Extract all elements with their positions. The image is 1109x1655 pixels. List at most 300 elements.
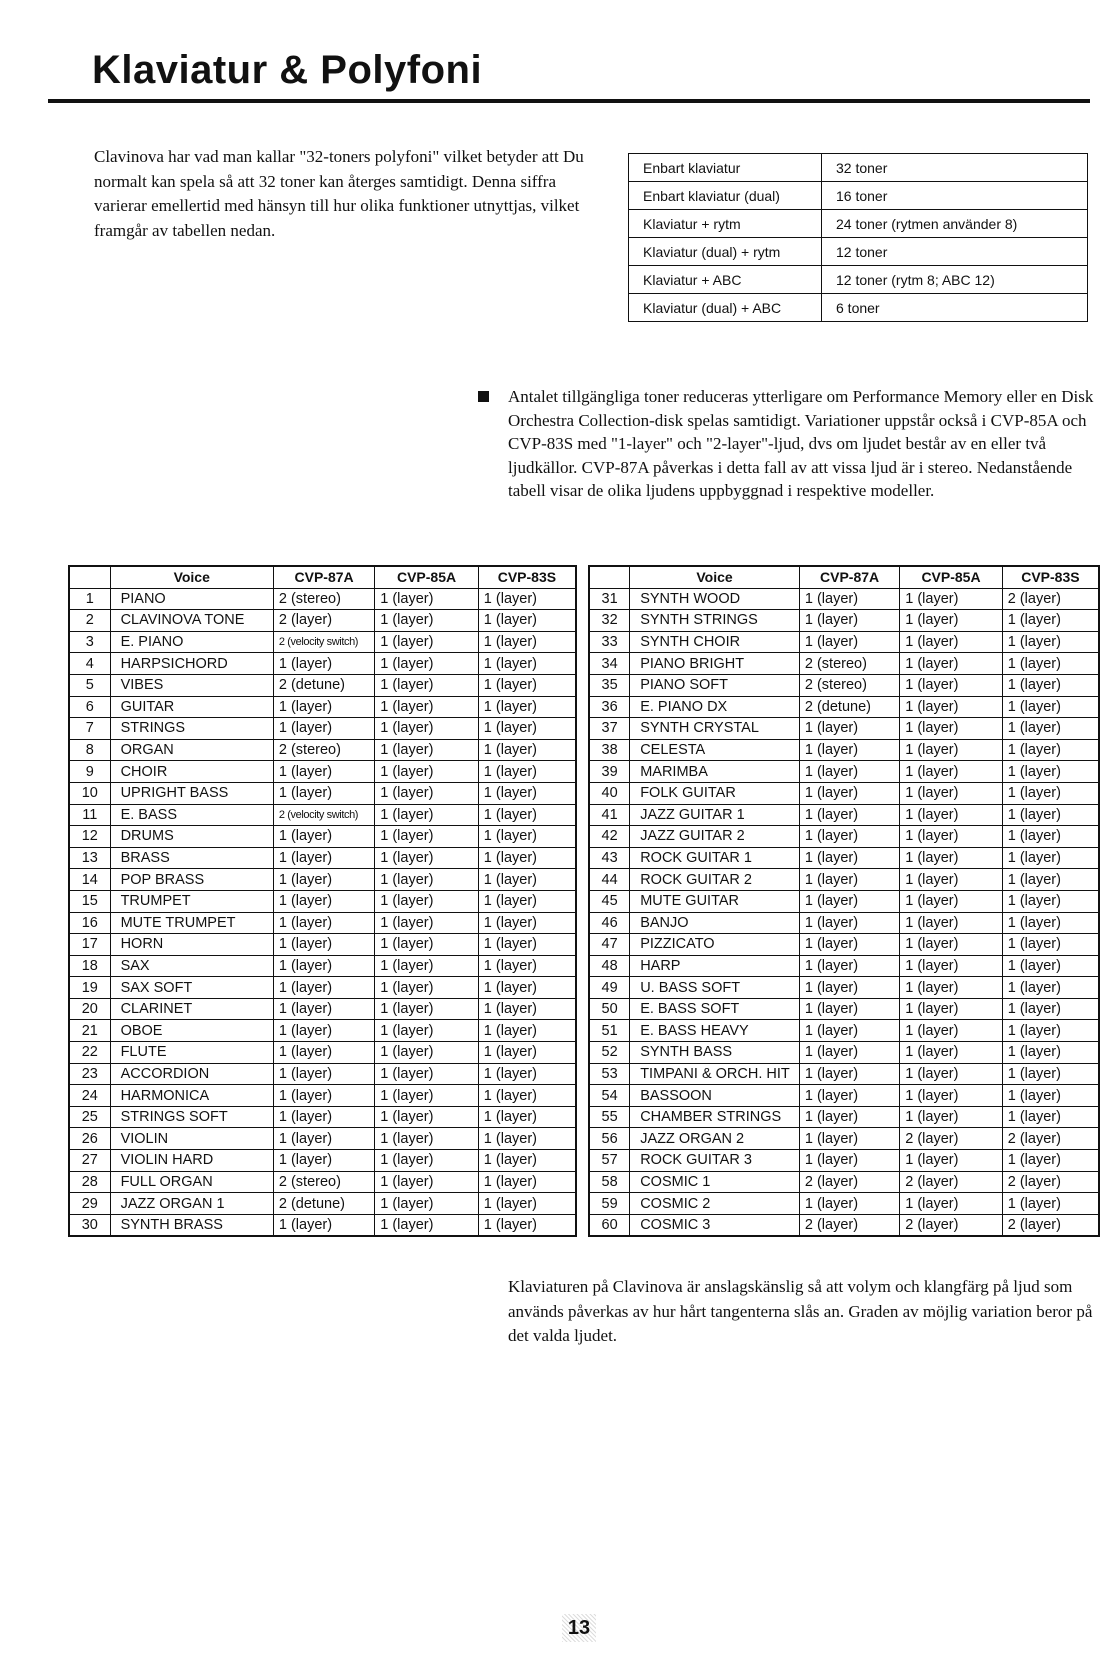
voice-structure: 1 (layer) bbox=[1002, 890, 1099, 912]
voice-structure: 1 (layer) bbox=[799, 739, 899, 761]
voice-structure: 1 (layer) bbox=[900, 869, 1003, 891]
voice-structure: 1 (layer) bbox=[1002, 826, 1099, 848]
voice-structure: 1 (layer) bbox=[1002, 1085, 1099, 1107]
voice-structure: 1 (layer) bbox=[273, 1214, 374, 1236]
voice-structure: 1 (layer) bbox=[1002, 1020, 1099, 1042]
voice-name: SYNTH BASS bbox=[630, 1042, 800, 1064]
voice-number: 56 bbox=[589, 1128, 630, 1150]
voice-number: 10 bbox=[69, 782, 110, 804]
voice-structure: 1 (layer) bbox=[1002, 847, 1099, 869]
voice-name: MARIMBA bbox=[630, 761, 800, 783]
voice-structure: 1 (layer) bbox=[273, 1020, 374, 1042]
voice-structure: 1 (layer) bbox=[799, 718, 899, 740]
voice-name: CLARINET bbox=[110, 998, 273, 1020]
voice-number: 49 bbox=[589, 977, 630, 999]
voice-name: STRINGS SOFT bbox=[110, 1106, 273, 1128]
voice-structure: 1 (layer) bbox=[375, 696, 479, 718]
voice-number: 48 bbox=[589, 955, 630, 977]
outro-paragraph: Klaviaturen på Clavinova är anslagskänslig så att volym och klangfärg på ljud som används påverkas av hur hårt tangenterna slås an. Graden av möjlig variation beror på det valda ljudet. bbox=[508, 1277, 1093, 1345]
voice-name: E. BASS SOFT bbox=[630, 998, 800, 1020]
voice-structure: 1 (layer) bbox=[375, 869, 479, 891]
table-row bbox=[69, 1020, 576, 1042]
voice-structure: 1 (layer) bbox=[1002, 955, 1099, 977]
voice-structure: 2 (layer) bbox=[1002, 1171, 1099, 1193]
voice-number: 50 bbox=[589, 998, 630, 1020]
voice-structure: 1 (layer) bbox=[478, 1214, 576, 1236]
voice-structure: 1 (layer) bbox=[375, 934, 479, 956]
voice-name: FOLK GUITAR bbox=[630, 782, 800, 804]
voice-structure: 1 (layer) bbox=[1002, 1106, 1099, 1128]
voice-structure: 1 (layer) bbox=[799, 869, 899, 891]
voice-structure: 2 (detune) bbox=[273, 1193, 374, 1215]
voice-structure: 1 (layer) bbox=[478, 912, 576, 934]
title-rule bbox=[48, 99, 1090, 103]
voice-name: MUTE GUITAR bbox=[630, 890, 800, 912]
polyphony-value: 24 toner (rytmen använder 8) bbox=[822, 210, 1088, 238]
voice-structure: 1 (layer) bbox=[478, 631, 576, 653]
voice-structure: 1 (layer) bbox=[273, 934, 374, 956]
voice-structure: 1 (layer) bbox=[375, 674, 479, 696]
voice-number: 28 bbox=[69, 1171, 110, 1193]
voice-name: CHOIR bbox=[110, 761, 273, 783]
voice-structure: 1 (layer) bbox=[900, 1193, 1003, 1215]
voice-structure: 1 (layer) bbox=[900, 847, 1003, 869]
voice-structure: 1 (layer) bbox=[900, 610, 1003, 632]
table-row bbox=[69, 674, 576, 696]
column-header: Voice bbox=[630, 566, 800, 588]
column-header: CVP-85A bbox=[900, 566, 1003, 588]
table-row bbox=[589, 977, 1099, 999]
voice-structure: 1 (layer) bbox=[799, 826, 899, 848]
voice-structure: 1 (layer) bbox=[273, 869, 374, 891]
table-row bbox=[589, 869, 1099, 891]
voice-structure: 1 (layer) bbox=[478, 1063, 576, 1085]
voice-structure: 1 (layer) bbox=[375, 588, 479, 610]
voice-name: COSMIC 2 bbox=[630, 1193, 800, 1215]
voice-structure: 2 (stereo) bbox=[273, 739, 374, 761]
voice-structure: 2 (stereo) bbox=[273, 588, 374, 610]
voice-structure: 1 (layer) bbox=[1002, 782, 1099, 804]
voice-name: E. PIANO bbox=[110, 631, 273, 653]
voice-structure: 2 (detune) bbox=[799, 696, 899, 718]
voice-number: 41 bbox=[589, 804, 630, 826]
voice-structure: 2 (layer) bbox=[799, 1214, 899, 1236]
table-row bbox=[589, 998, 1099, 1020]
voice-structure: 1 (layer) bbox=[1002, 718, 1099, 740]
voice-structure: 1 (layer) bbox=[900, 631, 1003, 653]
table-row bbox=[69, 869, 576, 891]
voice-number: 42 bbox=[589, 826, 630, 848]
table-row bbox=[589, 718, 1099, 740]
table-row bbox=[69, 631, 576, 653]
voice-name: BASSOON bbox=[630, 1085, 800, 1107]
table-row bbox=[69, 847, 576, 869]
voice-structure: 1 (layer) bbox=[375, 955, 479, 977]
voice-structure: 1 (layer) bbox=[900, 674, 1003, 696]
voice-structure: 1 (layer) bbox=[375, 1042, 479, 1064]
table-row bbox=[589, 1193, 1099, 1215]
voice-structure: 1 (layer) bbox=[375, 1171, 479, 1193]
voice-number: 44 bbox=[589, 869, 630, 891]
table-row bbox=[69, 1128, 576, 1150]
voice-structure: 1 (layer) bbox=[1002, 631, 1099, 653]
voice-number: 13 bbox=[69, 847, 110, 869]
voice-number: 40 bbox=[589, 782, 630, 804]
voice-number: 8 bbox=[69, 739, 110, 761]
table-row bbox=[589, 674, 1099, 696]
voice-name: VIOLIN bbox=[110, 1128, 273, 1150]
voice-structure: 1 (layer) bbox=[799, 610, 899, 632]
polyphony-value: 12 toner (rytm 8; ABC 12) bbox=[822, 266, 1088, 294]
voice-name: ROCK GUITAR 3 bbox=[630, 1150, 800, 1172]
voice-structure: 1 (layer) bbox=[1002, 869, 1099, 891]
polyphony-mode: Enbart klaviatur (dual) bbox=[629, 182, 822, 210]
polyphony-row bbox=[629, 294, 1088, 322]
table-row bbox=[69, 977, 576, 999]
voice-structure: 1 (layer) bbox=[1002, 934, 1099, 956]
voice-structure: 1 (layer) bbox=[478, 1020, 576, 1042]
voice-name: U. BASS SOFT bbox=[630, 977, 800, 999]
voice-number: 19 bbox=[69, 977, 110, 999]
voice-name: PIANO SOFT bbox=[630, 674, 800, 696]
voice-number: 26 bbox=[69, 1128, 110, 1150]
voice-number: 1 bbox=[69, 588, 110, 610]
voice-table-left bbox=[68, 565, 577, 1237]
voice-structure: 1 (layer) bbox=[375, 1193, 479, 1215]
voice-name: PIANO bbox=[110, 588, 273, 610]
voice-name: JAZZ GUITAR 2 bbox=[630, 826, 800, 848]
table-row bbox=[69, 588, 576, 610]
voice-structure: 1 (layer) bbox=[799, 912, 899, 934]
voice-number: 36 bbox=[589, 696, 630, 718]
polyphony-row bbox=[629, 266, 1088, 294]
voice-name: SAX bbox=[110, 955, 273, 977]
voice-structure: 2 (layer) bbox=[1002, 1214, 1099, 1236]
voice-structure: 1 (layer) bbox=[1002, 1193, 1099, 1215]
voice-structure: 2 (stereo) bbox=[273, 1171, 374, 1193]
voice-name: GUITAR bbox=[110, 696, 273, 718]
table-row bbox=[589, 782, 1099, 804]
polyphony-mode: Klaviatur + rytm bbox=[629, 210, 822, 238]
voice-structure: 1 (layer) bbox=[478, 1171, 576, 1193]
voice-number: 31 bbox=[589, 588, 630, 610]
voice-structure: 1 (layer) bbox=[799, 782, 899, 804]
number-header bbox=[69, 566, 110, 588]
voice-structure: 1 (layer) bbox=[1002, 739, 1099, 761]
voice-number: 35 bbox=[589, 674, 630, 696]
voice-name: PIZZICATO bbox=[630, 934, 800, 956]
voice-number: 34 bbox=[589, 653, 630, 675]
voice-number: 21 bbox=[69, 1020, 110, 1042]
voice-structure: 1 (layer) bbox=[900, 1106, 1003, 1128]
voice-number: 59 bbox=[589, 1193, 630, 1215]
voice-number: 18 bbox=[69, 955, 110, 977]
voice-structure: 1 (layer) bbox=[375, 998, 479, 1020]
voice-name: ORGAN bbox=[110, 739, 273, 761]
voice-number: 15 bbox=[69, 890, 110, 912]
voice-name: E. BASS bbox=[110, 804, 273, 826]
table-row bbox=[589, 1063, 1099, 1085]
voice-structure: 1 (layer) bbox=[375, 912, 479, 934]
voice-number: 43 bbox=[589, 847, 630, 869]
voice-structure: 1 (layer) bbox=[1002, 696, 1099, 718]
voice-number: 52 bbox=[589, 1042, 630, 1064]
voice-name: JAZZ ORGAN 1 bbox=[110, 1193, 273, 1215]
voice-structure: 1 (layer) bbox=[375, 631, 479, 653]
voice-structure: 1 (layer) bbox=[375, 977, 479, 999]
table-row bbox=[69, 826, 576, 848]
polyphony-table bbox=[628, 153, 1088, 322]
voice-structure: 1 (layer) bbox=[478, 782, 576, 804]
voice-number: 4 bbox=[69, 653, 110, 675]
table-row bbox=[589, 1150, 1099, 1172]
voice-number: 39 bbox=[589, 761, 630, 783]
voice-table-right bbox=[588, 565, 1100, 1237]
table-row bbox=[69, 804, 576, 826]
voice-number: 55 bbox=[589, 1106, 630, 1128]
voice-structure: 1 (layer) bbox=[478, 998, 576, 1020]
voice-structure: 1 (layer) bbox=[1002, 912, 1099, 934]
voice-structure: 1 (layer) bbox=[478, 1042, 576, 1064]
table-row bbox=[589, 847, 1099, 869]
voice-structure: 1 (layer) bbox=[900, 934, 1003, 956]
voice-number: 22 bbox=[69, 1042, 110, 1064]
voice-structure: 2 (velocity switch) bbox=[273, 631, 374, 653]
table-row bbox=[69, 1085, 576, 1107]
voice-structure: 1 (layer) bbox=[478, 718, 576, 740]
voice-number: 6 bbox=[69, 696, 110, 718]
table-row bbox=[589, 1020, 1099, 1042]
voice-number: 9 bbox=[69, 761, 110, 783]
column-header: CVP-87A bbox=[799, 566, 899, 588]
voice-structure: 1 (layer) bbox=[375, 782, 479, 804]
voice-structure: 1 (layer) bbox=[799, 847, 899, 869]
voice-name: CLAVINOVA TONE bbox=[110, 610, 273, 632]
voice-structure: 1 (layer) bbox=[273, 761, 374, 783]
voice-structure: 1 (layer) bbox=[273, 955, 374, 977]
voice-structure: 1 (layer) bbox=[900, 782, 1003, 804]
voice-structure: 1 (layer) bbox=[1002, 653, 1099, 675]
voice-structure: 1 (layer) bbox=[799, 761, 899, 783]
voice-structure: 1 (layer) bbox=[375, 1063, 479, 1085]
voice-structure: 1 (layer) bbox=[900, 804, 1003, 826]
voice-name: COSMIC 1 bbox=[630, 1171, 800, 1193]
voice-name: ACCORDION bbox=[110, 1063, 273, 1085]
voice-structure: 2 (layer) bbox=[900, 1214, 1003, 1236]
voice-number: 33 bbox=[589, 631, 630, 653]
voice-number: 46 bbox=[589, 912, 630, 934]
table-row bbox=[589, 1128, 1099, 1150]
voice-structure: 1 (layer) bbox=[375, 1128, 479, 1150]
voice-structure: 1 (layer) bbox=[1002, 1150, 1099, 1172]
voice-number: 7 bbox=[69, 718, 110, 740]
voice-structure: 1 (layer) bbox=[375, 1150, 479, 1172]
voice-structure: 1 (layer) bbox=[273, 977, 374, 999]
voice-structure: 2 (layer) bbox=[799, 1171, 899, 1193]
table-row bbox=[69, 1150, 576, 1172]
voice-structure: 1 (layer) bbox=[478, 977, 576, 999]
voice-structure: 1 (layer) bbox=[273, 998, 374, 1020]
table-row bbox=[69, 955, 576, 977]
polyphony-mode: Klaviatur + ABC bbox=[629, 266, 822, 294]
voice-structure: 1 (layer) bbox=[273, 847, 374, 869]
page-number: 13 bbox=[562, 1614, 596, 1642]
number-header bbox=[589, 566, 630, 588]
voice-structure: 1 (layer) bbox=[273, 1085, 374, 1107]
voice-structure: 1 (layer) bbox=[799, 588, 899, 610]
voice-structure: 1 (layer) bbox=[1002, 674, 1099, 696]
voice-number: 51 bbox=[589, 1020, 630, 1042]
table-row bbox=[589, 934, 1099, 956]
table-row bbox=[69, 912, 576, 934]
voice-name: SAX SOFT bbox=[110, 977, 273, 999]
voice-structure: 1 (layer) bbox=[478, 1193, 576, 1215]
voice-number: 45 bbox=[589, 890, 630, 912]
table-row bbox=[69, 1106, 576, 1128]
voice-structure: 1 (layer) bbox=[1002, 804, 1099, 826]
polyphony-row bbox=[629, 238, 1088, 266]
voice-name: BRASS bbox=[110, 847, 273, 869]
voice-structure: 1 (layer) bbox=[900, 761, 1003, 783]
voice-structure: 1 (layer) bbox=[799, 977, 899, 999]
voice-structure: 1 (layer) bbox=[375, 847, 479, 869]
note-paragraph: Antalet tillgängliga toner reduceras ytterligare om Performance Memory eller en Disk Orchestra Collection-disk spelas samtidigt. Variationer uppstår också i CVP-85A och CVP-83S med "1-layer" och "2-layer"-ljud, dvs om ljudet består av en eller två ljudkällor. CVP-87A påverkas i detta fall av att vissa ljud är i stereo. Nedanstående tabell visar de olika ljudens uppbyggnad i respektive modeller. bbox=[508, 387, 1094, 501]
voice-structure: 1 (layer) bbox=[478, 890, 576, 912]
table-row bbox=[589, 955, 1099, 977]
voice-name: BANJO bbox=[630, 912, 800, 934]
voice-structure: 1 (layer) bbox=[375, 653, 479, 675]
table-row bbox=[69, 761, 576, 783]
voice-name: CHAMBER STRINGS bbox=[630, 1106, 800, 1128]
voice-structure: 2 (layer) bbox=[1002, 588, 1099, 610]
table-row bbox=[589, 631, 1099, 653]
voice-name: STRINGS bbox=[110, 718, 273, 740]
voice-structure: 1 (layer) bbox=[900, 1063, 1003, 1085]
voice-structure: 1 (layer) bbox=[478, 588, 576, 610]
polyphony-mode: Klaviatur (dual) + rytm bbox=[629, 238, 822, 266]
table-row bbox=[589, 1106, 1099, 1128]
voice-structure: 1 (layer) bbox=[478, 955, 576, 977]
table-row bbox=[589, 1214, 1099, 1236]
voice-structure: 1 (layer) bbox=[900, 826, 1003, 848]
voice-name: MUTE TRUMPET bbox=[110, 912, 273, 934]
voice-structure: 1 (layer) bbox=[900, 977, 1003, 999]
voice-number: 32 bbox=[589, 610, 630, 632]
voice-structure: 1 (layer) bbox=[273, 890, 374, 912]
voice-name: COSMIC 3 bbox=[630, 1214, 800, 1236]
voice-structure: 1 (layer) bbox=[799, 934, 899, 956]
voice-name: OBOE bbox=[110, 1020, 273, 1042]
voice-name: VIBES bbox=[110, 674, 273, 696]
voice-number: 3 bbox=[69, 631, 110, 653]
voice-structure: 1 (layer) bbox=[1002, 610, 1099, 632]
voice-structure: 1 (layer) bbox=[900, 696, 1003, 718]
voice-structure: 1 (layer) bbox=[900, 998, 1003, 1020]
table-row bbox=[69, 782, 576, 804]
voice-name: E. PIANO DX bbox=[630, 696, 800, 718]
voice-structure: 1 (layer) bbox=[900, 1150, 1003, 1172]
page-title: Klaviatur & Polyfoni bbox=[92, 48, 483, 92]
voice-structure: 2 (detune) bbox=[273, 674, 374, 696]
voice-structure: 1 (layer) bbox=[273, 1063, 374, 1085]
voice-structure: 1 (layer) bbox=[478, 739, 576, 761]
voice-structure: 1 (layer) bbox=[799, 1063, 899, 1085]
voice-structure: 1 (layer) bbox=[799, 955, 899, 977]
voice-structure: 1 (layer) bbox=[900, 1020, 1003, 1042]
voice-number: 60 bbox=[589, 1214, 630, 1236]
voice-structure: 2 (layer) bbox=[273, 610, 374, 632]
voice-structure: 1 (layer) bbox=[478, 934, 576, 956]
voice-number: 17 bbox=[69, 934, 110, 956]
voice-name: JAZZ GUITAR 1 bbox=[630, 804, 800, 826]
voice-name: SYNTH STRINGS bbox=[630, 610, 800, 632]
voice-structure: 1 (layer) bbox=[273, 696, 374, 718]
voice-structure: 1 (layer) bbox=[900, 1042, 1003, 1064]
voice-number: 58 bbox=[589, 1171, 630, 1193]
voice-structure: 1 (layer) bbox=[799, 1150, 899, 1172]
voice-structure: 1 (layer) bbox=[375, 1020, 479, 1042]
polyphony-value: 12 toner bbox=[822, 238, 1088, 266]
voice-structure: 1 (layer) bbox=[478, 1128, 576, 1150]
voice-number: 53 bbox=[589, 1063, 630, 1085]
table-row bbox=[69, 1214, 576, 1236]
voice-structure: 1 (layer) bbox=[273, 1106, 374, 1128]
table-row bbox=[69, 739, 576, 761]
voice-name: CELESTA bbox=[630, 739, 800, 761]
polyphony-row bbox=[629, 154, 1088, 182]
voice-structure: 1 (layer) bbox=[900, 890, 1003, 912]
voice-number: 29 bbox=[69, 1193, 110, 1215]
voice-name: SYNTH CRYSTAL bbox=[630, 718, 800, 740]
voice-structure: 1 (layer) bbox=[375, 610, 479, 632]
voice-structure: 1 (layer) bbox=[799, 1042, 899, 1064]
voice-name: DRUMS bbox=[110, 826, 273, 848]
voice-name: SYNTH BRASS bbox=[110, 1214, 273, 1236]
table-row bbox=[69, 934, 576, 956]
table-row bbox=[69, 696, 576, 718]
voice-structure: 1 (layer) bbox=[799, 890, 899, 912]
voice-structure: 1 (layer) bbox=[799, 1085, 899, 1107]
voice-name: FULL ORGAN bbox=[110, 1171, 273, 1193]
voice-number: 5 bbox=[69, 674, 110, 696]
voice-structure: 1 (layer) bbox=[900, 718, 1003, 740]
voice-structure: 1 (layer) bbox=[900, 588, 1003, 610]
table-row bbox=[589, 826, 1099, 848]
voice-number: 37 bbox=[589, 718, 630, 740]
voice-structure: 1 (layer) bbox=[375, 1085, 479, 1107]
voice-structure: 1 (layer) bbox=[478, 1106, 576, 1128]
voice-structure: 1 (layer) bbox=[478, 653, 576, 675]
voice-structure: 2 (stereo) bbox=[799, 674, 899, 696]
voice-number: 38 bbox=[589, 739, 630, 761]
voice-structure: 1 (layer) bbox=[375, 718, 479, 740]
voice-structure: 1 (layer) bbox=[273, 718, 374, 740]
polyphony-value: 16 toner bbox=[822, 182, 1088, 210]
table-row bbox=[69, 610, 576, 632]
voice-structure: 1 (layer) bbox=[478, 761, 576, 783]
voice-structure: 1 (layer) bbox=[273, 1150, 374, 1172]
voice-structure: 1 (layer) bbox=[478, 610, 576, 632]
voice-number: 16 bbox=[69, 912, 110, 934]
voice-structure: 1 (layer) bbox=[900, 739, 1003, 761]
voice-structure: 1 (layer) bbox=[273, 782, 374, 804]
voice-number: 25 bbox=[69, 1106, 110, 1128]
voice-structure: 1 (layer) bbox=[1002, 977, 1099, 999]
voice-structure: 1 (layer) bbox=[478, 826, 576, 848]
voice-structure: 1 (layer) bbox=[478, 674, 576, 696]
table-row bbox=[589, 1042, 1099, 1064]
voice-structure: 2 (stereo) bbox=[799, 653, 899, 675]
